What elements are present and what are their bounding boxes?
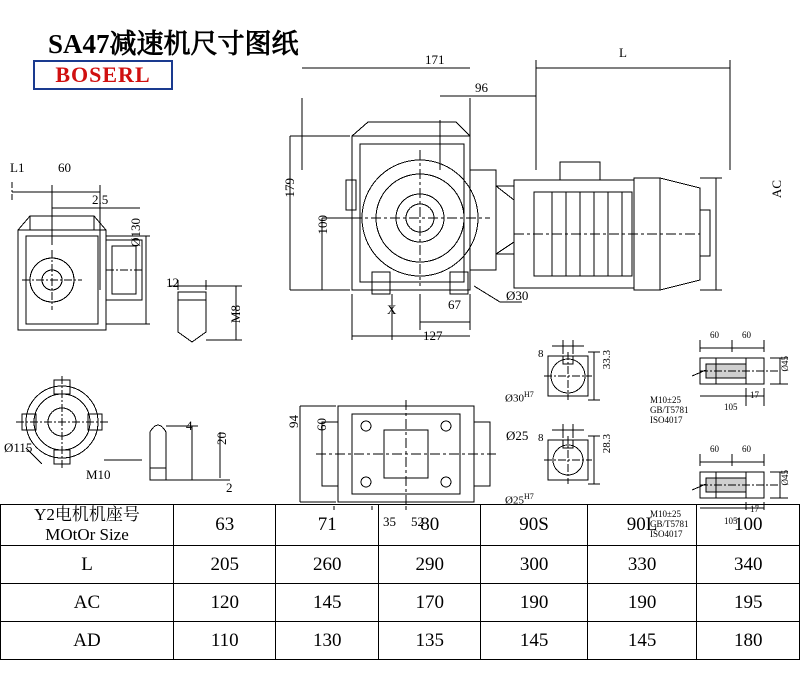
- spec-table: [0, 504, 800, 660]
- key-bottom-spec1: M10±25: [650, 509, 681, 519]
- dim-dia30-main: Ø30: [506, 288, 529, 303]
- cell-AD-90S: 145: [481, 622, 587, 660]
- table-header-label-en: MOtOr Size: [45, 525, 129, 544]
- key-bottom-b: 60: [742, 444, 751, 454]
- dim-12: 12: [166, 275, 179, 290]
- detail-bottom-width: 8: [538, 432, 544, 444]
- dim-94: 94: [286, 415, 301, 428]
- key-bottom-d: 105: [724, 516, 738, 526]
- key-bottom-c: 17: [750, 504, 759, 514]
- cell-L-71: 260: [276, 546, 378, 584]
- cell-L-100: 340: [697, 546, 800, 584]
- cell-AC-100: 195: [697, 584, 800, 622]
- key-top-spec2: GB/T5781: [650, 405, 689, 415]
- detail-top-width: 8: [538, 348, 544, 360]
- table-header-label-cn: Y2电机机座号: [34, 505, 140, 524]
- dim-X: X: [387, 302, 397, 317]
- key-top-a: 60: [710, 330, 719, 340]
- key-bottom-a: 60: [710, 444, 719, 454]
- row-label-L: L: [1, 546, 174, 584]
- dim-AC: AC: [769, 180, 784, 199]
- key-top-spec3: ISO4017: [650, 415, 683, 425]
- detail-top-fit-value: Ø30: [505, 392, 524, 405]
- cell-AD-90L: 145: [587, 622, 697, 660]
- dim-M8: M8: [228, 305, 243, 324]
- table-col-4: 90L: [587, 505, 697, 546]
- cell-L-90L: 330: [587, 546, 697, 584]
- table-header-label: [1, 505, 174, 546]
- key-top-c: 17: [750, 390, 759, 400]
- technical-drawing: [0, 40, 800, 510]
- cell-AC-90S: 190: [481, 584, 587, 622]
- table-row-header: [1, 505, 800, 546]
- detail-bottom-fit-value: Ø25: [505, 494, 524, 507]
- detail-top-fit-tol: H7: [523, 390, 534, 399]
- cell-L-90S: 300: [481, 546, 587, 584]
- dim-2p5: 2.5: [92, 192, 109, 207]
- table-col-2: 80: [378, 505, 480, 546]
- key-bottom-spec2: GB/T5781: [650, 519, 689, 529]
- dim-35: 35: [383, 514, 396, 529]
- row-label-AC: AC: [1, 584, 174, 622]
- cell-AC-71: 145: [276, 584, 378, 622]
- dim-52: 52: [411, 514, 424, 529]
- dim-60-l: 60: [58, 160, 71, 175]
- table-col-0: 63: [174, 505, 276, 546]
- detail-top-height: 33.3: [601, 350, 613, 370]
- cell-L-80: 290: [378, 546, 480, 584]
- page-title: SA47减速机尺寸图纸: [48, 29, 299, 59]
- cell-AD-63: 110: [174, 622, 276, 660]
- cell-AC-63: 120: [174, 584, 276, 622]
- dim-2: 2: [226, 480, 233, 495]
- dim-4: 4: [186, 418, 193, 433]
- dim-M10: M10: [86, 467, 111, 482]
- cell-L-63: 205: [174, 546, 276, 584]
- cell-AD-80: 135: [378, 622, 480, 660]
- key-top-spec1: M10±25: [650, 395, 681, 405]
- key-top-b: 60: [742, 330, 751, 340]
- row-label-AD: AD: [1, 622, 174, 660]
- table-row: [1, 546, 800, 584]
- dim-127: 127: [423, 328, 443, 343]
- table-col-1: 71: [276, 505, 378, 546]
- dim-dia115: Ø115: [4, 440, 33, 455]
- detail-top-fit: [505, 390, 534, 405]
- dim-96: 96: [475, 80, 488, 95]
- cell-AC-90L: 190: [587, 584, 697, 622]
- table-col-5: 100: [697, 505, 800, 546]
- cell-AC-80: 170: [378, 584, 480, 622]
- dim-171: 171: [425, 52, 445, 67]
- table-row: [1, 622, 800, 660]
- table-row: [1, 584, 800, 622]
- key-top-dia: Ø45: [780, 356, 790, 372]
- detail-bottom-height: 28.3: [601, 434, 613, 454]
- dim-dia130: Ø130: [128, 218, 143, 247]
- key-bottom-spec3: ISO4017: [650, 529, 683, 539]
- cell-AD-100: 180: [697, 622, 800, 660]
- dim-L1: L1: [10, 160, 25, 175]
- dim-100: 100: [315, 215, 330, 235]
- cell-AD-71: 130: [276, 622, 378, 660]
- detail-bottom-fit-tol: H7: [523, 492, 534, 501]
- table-col-3: 90S: [481, 505, 587, 546]
- dim-20: 20: [214, 432, 229, 445]
- key-bottom-dia: Ø45: [780, 470, 790, 486]
- dim-179: 179: [282, 178, 297, 198]
- key-top-d: 105: [724, 402, 738, 412]
- dim-67: 67: [448, 297, 461, 312]
- dim-60-b: 60: [314, 418, 329, 431]
- brand-logo-text: BOSERL: [55, 62, 151, 87]
- dim-L: L: [619, 45, 627, 60]
- dim-dia25-view: Ø25: [506, 428, 529, 443]
